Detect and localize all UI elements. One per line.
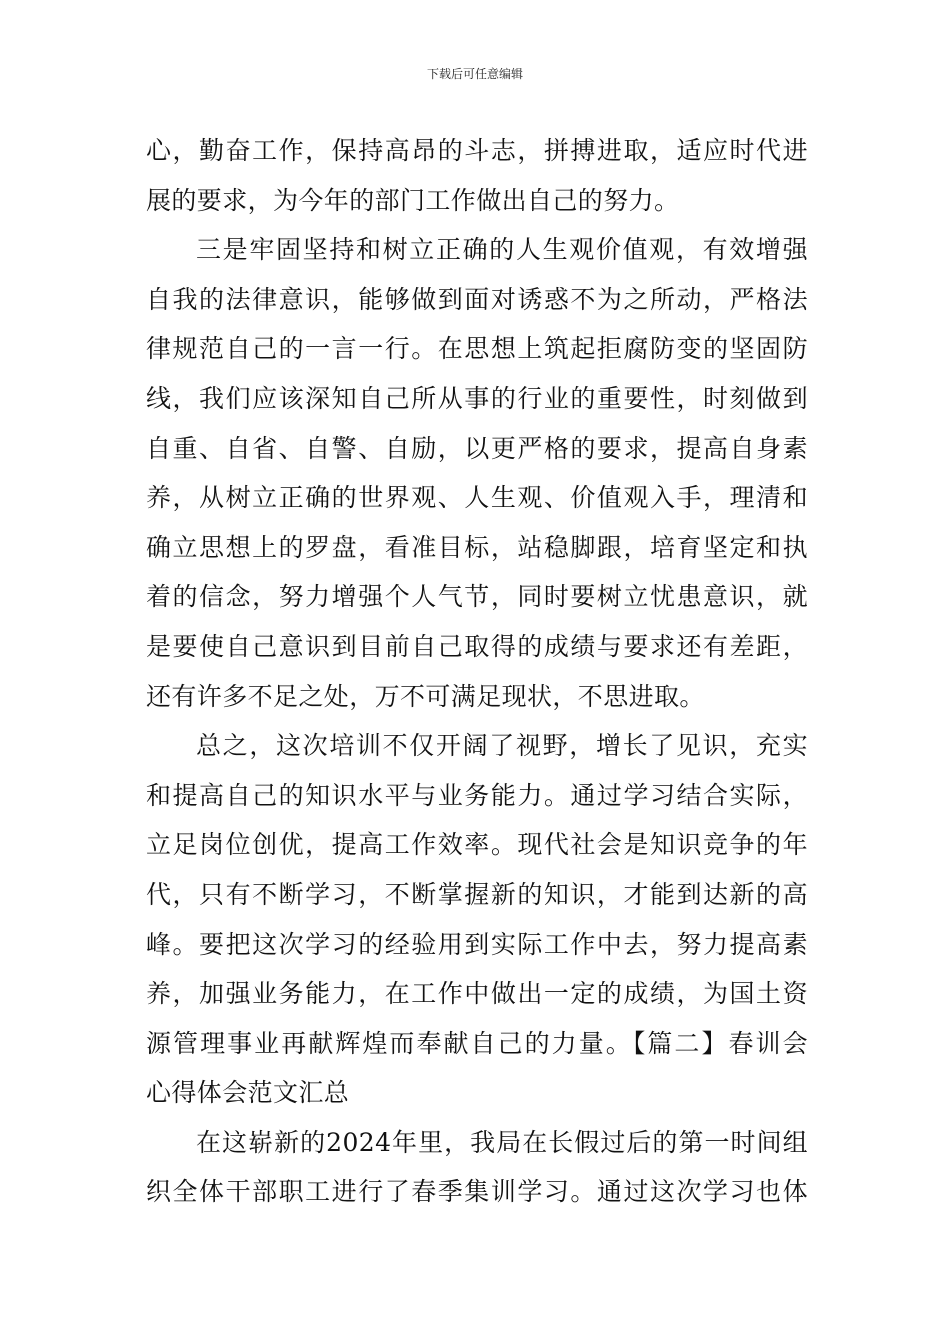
text-line: 立足岗位创优，提高工作效率。现代社会是知识竞争的年 [146,830,808,860]
text-line: 是要使自己意识到目前自己取得的成绩与要求还有差距， [146,631,808,661]
text-line: 自我的法律意识，能够做到面对诱惑不为之所动，严格法 [146,284,808,314]
text-line: 峰。要把这次学习的经验用到实际工作中去，努力提高素 [146,929,808,959]
text-line: 自重、自省、自警、自励，以更严格的要求，提高自身素 [146,433,808,463]
page-header: 下载后可任意编辑 [426,67,523,81]
text-line: 在这崭新的2024年里，我局在长假过后的第一时间组 [196,1127,808,1157]
text-line: 展的要求，为今年的部门工作做出自己的努力。 [146,185,680,215]
text-line: 还有许多不足之处，万不可满足现状，不思进取。 [146,681,705,711]
text-line: 源管理事业再献辉煌而奉献自己的力量。【篇二】春训会 [146,1028,808,1058]
text-line: 养，从树立正确的世界观、人生观、价值观入手，理清和 [146,483,808,513]
text-line: 律规范自己的一言一行。在思想上筑起拒腐防变的坚固防 [146,334,808,364]
text-line: 着的信念，努力增强个人气节，同时要树立忧患意识，就 [146,582,808,612]
text-line: 线，我们应该深知自己所从事的行业的重要性，时刻做到 [146,383,808,413]
text-line: 三是牢固坚持和树立正确的人生观价值观，有效增强 [196,235,808,265]
document-body [146,126,808,1217]
text-line: 确立思想上的罗盘，看准目标，站稳脚跟，培育坚定和执 [146,532,808,562]
text-line: 心得体会范文汇总 [146,1078,350,1108]
text-line: 织全体干部职工进行了春季集训学习。通过这次学习也体 [146,1177,808,1207]
text-line: 总之，这次培训不仅开阔了视野，增长了见识，充实 [196,731,808,761]
text-line: 和提高自己的知识水平与业务能力。通过学习结合实际， [146,780,808,810]
text-line: 养，加强业务能力，在工作中做出一定的成绩，为国土资 [146,979,808,1009]
text-line: 代，只有不断学习，不断掌握新的知识，才能到达新的高 [146,879,808,909]
text-line: 心，勤奋工作，保持高昂的斗志，拼搏进取，适应时代进 [146,136,808,165]
